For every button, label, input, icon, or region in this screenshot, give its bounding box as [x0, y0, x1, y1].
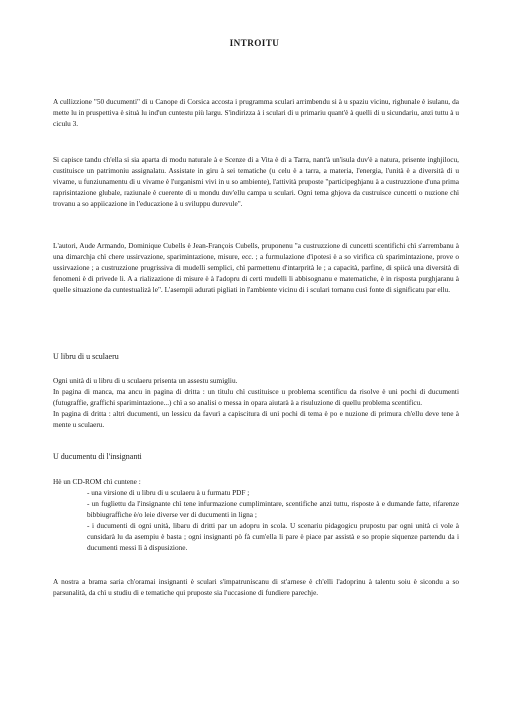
paragraph-themes: Si capisce tandu ch'ella si sia aparta di modu naturale à e Scenze di a Vita è di a Tarra, nant'à un'isula duv'è a natura, prisente inghjilocu, custituisce un patrimoniu assignalatu. Assistate in giru à sei tematiche (u celu è a tarra, a materia, l'energia, l'unità è a diversità di u vivame, u funziunamentu di u vivame è l'urganismi vivi in u so ambiente), l'attività pruposte "participeghjanu à a custruzzione d'una prima raprisintazione glubale, raziunale è cuerente di u mondu duv'ellu campa u sculari. Ogni tema ghjova da custruisce cuncetti o nuzione chì trovanu a so appiicazione in l'educazione à u sviluppu durevule". — [53, 155, 459, 208]
paragraph-intro: A cullizzione "50 ducumenti" di u Canope di Corsica accosta i prugramma sculari arrimbendu si à u spaziu vicinu, righunale è isulanu, da mette lu in pruspettiva è situà lu ind'un cuntestu più largu. S'indirizza à i sculari di u primariu quant'è à quelli di u sicundariu, anzi tuttu à u ciculu 3. — [53, 97, 459, 128]
paragraph-authors: L'autori, Aude Armando, Dominique Cubells è Jean-François Cubells, pruponenu "a custruzzione di cuncetti scentifichi chì s'arrembanu à una dimarchja chì chere ussirvazione, sparimintazione, misure, ecc. ; a furmulazione d'ipotesi è a so virifica cù sparimintazione, prove o ussirvazione ; a custruzzione prugrissiva di mudelli semplici, chì parmettenu d'intarprità le ; a capacità, parfine, di spiicà una diversità di fenomeni è di privede li. A a rializazione di misure è à l'adopru di certi mudelli li abbisognanu e matematiche, è in risposta purghjaranu à quelle situazione da cuntestualizà le". L'asempii adurati pigliati in l'ambiente vicinu di i sculari tornanu cusì fonte di significatu par ellu. — [53, 241, 459, 294]
pupil-book-text — [53, 375, 459, 430]
teacher-doc-intro: Hè un CD-ROM chì cuntene : — [53, 477, 141, 486]
pupil-book-line: In pagina di dritta : altri ducumenti, un lessicu da favurì a capiscitura di uni pochi di tema è po e nuzione di primura ch'ellu deve tene à mente u sculaeru. — [53, 409, 459, 429]
teacher-doc-item: - un fugliettu da l'insignante chì tene infurmazione cumplimintare, scentifiche anzi tuttu, risposte à e dumande fatte, rifarenze bibbiugraffiche è/o leie diverse ver di ducumenti in ligna ; — [87, 499, 459, 519]
paragraph-closing: A nostra a brama saria ch'oramai insignanti è sculari s'impatruniscanu di st'arnese è ch'elli l'adoprinu à talentu soiu è sicondu a so parsunalità, da chì u studiu di e tematiche qui pruposte sia l'uccasione di fundiere parechje. — [53, 577, 459, 597]
teacher-doc-item: - i ducumenti di ogni unità, libaru di dritti par un adopru in scola. U scenariu pidagogicu prupostu par ogni unità ci vole à cunsidarà lu da asempiu è basta ; ogni insignanti pò fà cum'ella li pare è piace par assistà e so propie siquenze partendu da i ducumenti messi lì à dispusizione. — [87, 521, 459, 552]
document-title: INTROITU — [229, 38, 280, 48]
teacher-doc-text — [53, 476, 459, 553]
teacher-doc-item: - una virsione di u libru di u sculaeru à u furmatu PDF ; — [87, 488, 250, 497]
section-heading-pupil-book: U libru di u sculaeru — [53, 352, 119, 361]
pupil-book-line: Ogni unità di u libru di u sculaeru prisenta un assestu sumigliu. — [53, 376, 238, 385]
section-heading-teacher-doc: U ducumentu di l'insignanti — [53, 452, 142, 461]
pupil-book-line: In pagina di manca, ma ancu in pagina di dritta : un titulu chì custituisce u problema scentificu da risolve è uni pochi di ducumenti (futugraffie, graffichi sparimintazione...) chì a so analisi o messa in opara aiutarà à a risuluzione di quellu problema scentificu. — [53, 387, 459, 407]
